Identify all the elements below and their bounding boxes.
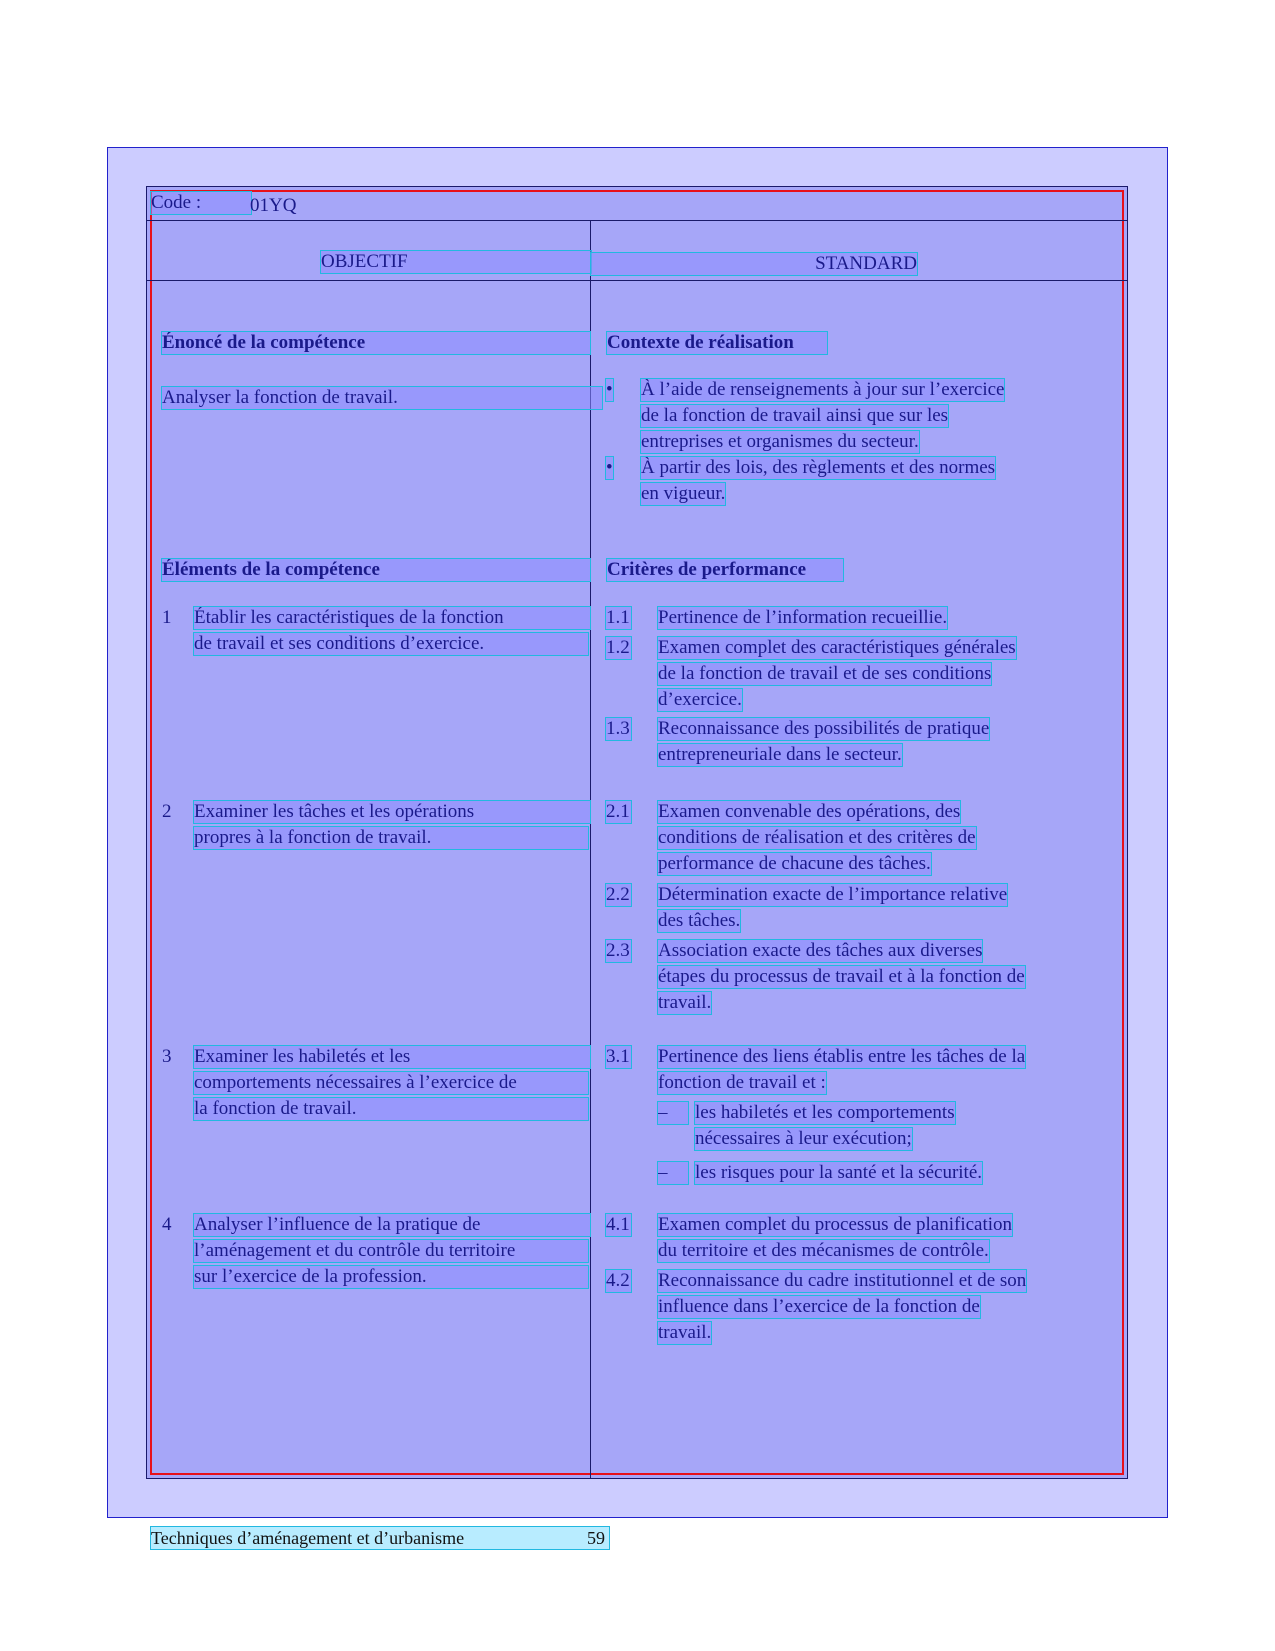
element-number: 1 (162, 607, 172, 628)
page-footer (151, 1527, 609, 1549)
elements-title: Éléments de la compétence (162, 559, 590, 581)
critere-text-line: travail. (658, 1322, 712, 1343)
critere-number: 2.3 (606, 940, 630, 961)
code-label: Code : (151, 192, 251, 214)
dash-marker: – (658, 1102, 688, 1124)
critere-text-line: influence dans l’exercice de la fonction de (658, 1296, 980, 1317)
element-number: 3 (162, 1046, 172, 1067)
element-text-line: Examiner les tâches et les opérations (194, 801, 590, 823)
critere-text-line: d’exercice. (658, 689, 742, 710)
critere-number: 2.1 (606, 801, 630, 822)
objectif-header: OBJECTIF (321, 251, 591, 273)
element-text-line: sur l’exercice de la profession. (194, 1266, 588, 1288)
critere-text-line: Détermination exacte de l’importance relative (658, 884, 1008, 905)
critere-text-line: Examen complet du processus de planification (658, 1214, 1013, 1235)
sub-item-text-line: nécessaires à leur exécution; (695, 1128, 912, 1149)
critere-number: 1.3 (606, 718, 630, 739)
element-text-line: de travail et ses conditions d’exercice. (194, 633, 588, 655)
element-text-line: comportements nécessaires à l’exercice de (194, 1072, 588, 1094)
enonce-title: Énoncé de la compétence (162, 332, 590, 354)
contexte-text-line: À l’aide de renseignements à jour sur l’exercice (641, 379, 1005, 400)
element-number: 2 (162, 801, 172, 822)
critere-text-line: étapes du processus de travail et à la fonction de (658, 966, 1025, 987)
critere-text-line: conditions de réalisation et des critères de (658, 827, 976, 848)
bullet-marker: • (606, 379, 613, 400)
critere-number: 1.1 (606, 607, 630, 628)
critere-text-line: Pertinence des liens établis entre les tâches de la (658, 1046, 1026, 1067)
header-divider (147, 220, 1127, 221)
footer-title: Techniques d’aménagement et d’urbanisme (151, 1528, 465, 1548)
code-value: 01YQ (250, 195, 297, 216)
element-text-line: propres à la fonction de travail. (194, 827, 588, 849)
element-text-line: Analyser l’influence de la pratique de (194, 1214, 590, 1236)
sub-item-text-line: les habiletés et les comportements (695, 1102, 955, 1123)
critere-text-line: Pertinence de l’information recueillie. (658, 607, 948, 628)
element-number: 4 (162, 1214, 172, 1235)
critere-text-line: Examen complet des caractéristiques générales (658, 637, 1016, 658)
critere-text-line: Association exacte des tâches aux diverses (658, 940, 983, 961)
critere-number: 4.1 (606, 1214, 630, 1235)
enonce-text: Analyser la fonction de travail. (162, 387, 602, 409)
critere-text-line: travail. (658, 992, 712, 1013)
contexte-text-line: de la fonction de travail ainsi que sur les (641, 405, 949, 426)
critere-text-line: Reconnaissance des possibilités de pratique (658, 718, 990, 739)
element-text-line: la fonction de travail. (194, 1098, 588, 1120)
sub-item-text-line: les risques pour la santé et la sécurité. (695, 1162, 983, 1183)
contexte-text-line: À partir des lois, des règlements et des normes (641, 457, 996, 478)
critere-number: 2.2 (606, 884, 630, 905)
contexte-text-line: entreprises et organismes du secteur. (641, 431, 919, 452)
element-text-line: l’aménagement et du contrôle du territoire (194, 1240, 588, 1262)
critere-text-line: des tâches. (658, 910, 741, 931)
page-number: 59 (587, 1528, 605, 1548)
element-text-line: Examiner les habiletés et les (194, 1046, 590, 1068)
column-header-divider (147, 280, 1127, 281)
critere-text-line: du territoire et des mécanismes de contrôle. (658, 1240, 989, 1261)
critere-number: 1.2 (606, 637, 630, 658)
element-text-line: Établir les caractéristiques de la fonction (194, 607, 590, 629)
critere-text-line: performance de chacune des tâches. (658, 853, 931, 874)
standard-header: STANDARD (591, 253, 917, 275)
dash-marker: – (658, 1162, 688, 1184)
criteres-title: Critères de performance (607, 559, 843, 581)
critere-text-line: fonction de travail et : (658, 1072, 826, 1093)
critere-number: 3.1 (606, 1046, 630, 1067)
contexte-text-line: en vigueur. (641, 483, 726, 504)
critere-text-line: de la fonction de travail et de ses conditions (658, 663, 992, 684)
critere-text-line: entrepreneuriale dans le secteur. (658, 744, 902, 765)
bullet-marker: • (606, 457, 613, 478)
contexte-title: Contexte de réalisation (607, 332, 827, 354)
critere-number: 4.2 (606, 1270, 630, 1291)
critere-text-line: Reconnaissance du cadre institutionnel et de son (658, 1270, 1027, 1291)
critere-text-line: Examen convenable des opérations, des (658, 801, 961, 822)
